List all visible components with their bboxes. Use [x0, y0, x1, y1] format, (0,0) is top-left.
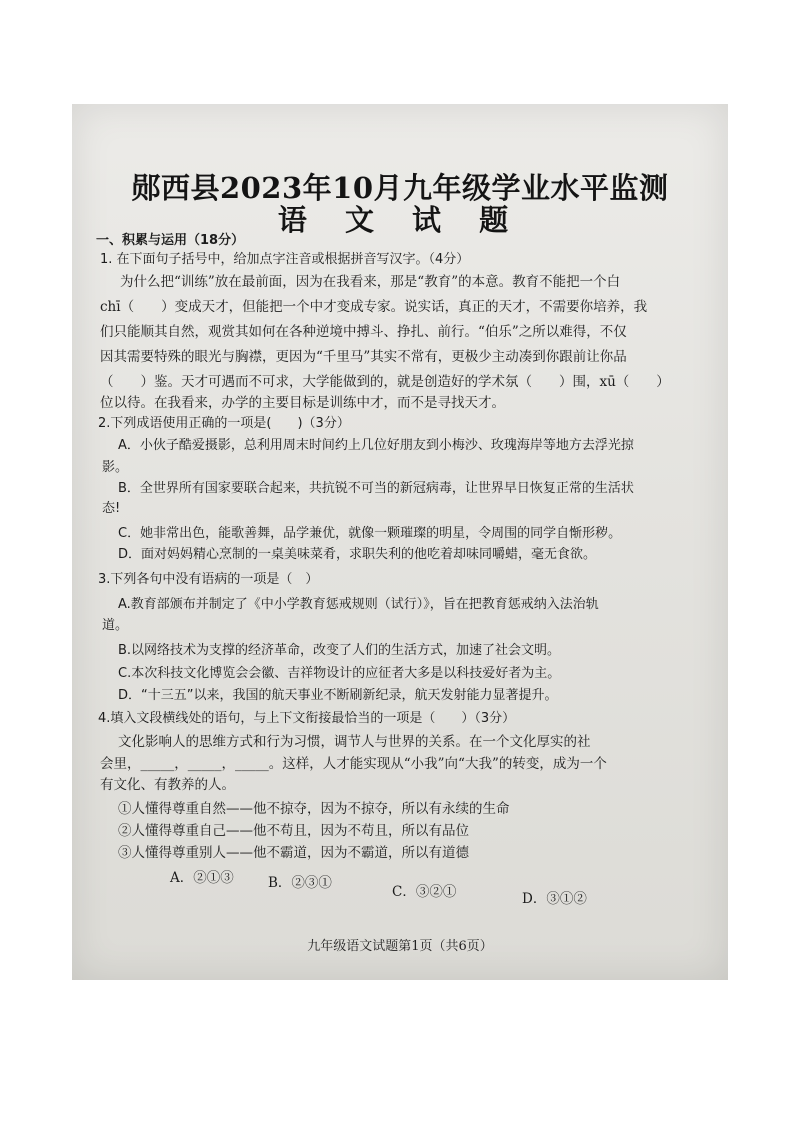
question-4-stem: 4.填入文段横线处的语句，与上下文衔接最恰当的一项是（ ）（3分） [98, 711, 516, 726]
question-4-passage-line: 会里，_____，_____，_____。这样，人才能实现从“小我”向“大我”的转变，成为一个 [100, 756, 607, 772]
question-2-option-d: D．面对妈妈精心烹制的一桌美味菜肴，求职失利的他吃着却味同嚼蜡，毫无食欲。 [118, 547, 597, 562]
page-footer: 九年级语文试题第1页（共6页） [307, 939, 493, 954]
question-4-passage-line: 文化影响人的思维方式和行为习惯，调节人与世界的关系。在一个文化厚实的社 [118, 734, 591, 750]
question-1-passage-line: （ ）鉴。天才可遇而不可求，大学能做到的，就是创造好的学术氛（ ）围，xū（ ） [100, 374, 670, 390]
question-1-passage-line: 位以待。在我看来，办学的主要目标是训练中才，而不是寻找天才。 [100, 395, 505, 411]
question-3-option-a: A.教育部颁布并制定了《中小学教育惩戒规则（试行）》，旨在把教育惩戒纳入法治轨 [118, 597, 599, 612]
question-3-option-d: D．“十三五”以来，我国的航天事业不断刷新纪录，航天发射能力显著提升。 [118, 688, 558, 703]
question-1-passage-line: 因其需要特殊的眼光与胸襟，更因为“千里马”其实不常有，更极少主动凑到你跟前让你品 [100, 349, 627, 365]
question-1-passage-line: chī（ ）变成天才，但能把一个中才变成专家。说实话，真正的天才，不需要你培养，我 [100, 299, 648, 315]
question-2-option-b-cont: 态! [102, 501, 121, 516]
question-4-choice-c: C．③②① [392, 884, 457, 900]
question-4-sentence-3: ③人懂得尊重别人——他不霸道，因为不霸道，所以有道德 [118, 845, 469, 861]
question-1-passage-line: 们只能顺其自然，观赏其如何在各种逆境中搏斗、挣扎、前行。“伯乐”之所以难得，不仅 [100, 324, 627, 340]
question-4-sentence-2: ②人懂得尊重自己——他不苟且，因为不苟且，所以有品位 [118, 823, 469, 839]
question-3-option-b: B.以网络技术为支撑的经济革命，改变了人们的生活方式，加速了社会文明。 [118, 643, 561, 658]
question-4-choice-d: D．③①② [522, 891, 587, 907]
section-heading: 一、积累与运用（18分） [96, 233, 245, 248]
question-4-sentence-1: ①人懂得尊重自然——他不掠夺，因为不掠夺，所以有永续的生命 [118, 801, 510, 817]
question-3-option-a-cont: 道。 [102, 618, 129, 633]
question-1-passage-line: 为什么把“训练”放在最前面，因为在我看来，那是“教育”的本意。教育不能把一个白 [120, 274, 621, 290]
question-2-stem: 2.下列成语使用正确的一项是( )（3分） [98, 416, 350, 431]
question-4-passage-line: 有文化、有教养的人。 [100, 777, 235, 793]
question-4-choice-b: B．②③① [268, 875, 332, 891]
exam-page [72, 104, 728, 980]
question-1-stem: 1. 在下面句子括号中，给加点字注音或根据拼音写汉字。（4分） [100, 252, 470, 267]
exam-subtitle: 语 文 试 题 [277, 203, 523, 237]
question-2-option-a-cont: 影。 [102, 460, 129, 475]
question-2-option-c: C．她非常出色，能歌善舞，品学兼优，就像一颗璀璨的明星，令周围的同学自惭形秽。 [118, 526, 622, 541]
question-2-option-b: B．全世界所有国家要联合起来，共抗锐不可当的新冠病毒，让世界早日恢复正常的生活状 [118, 481, 634, 496]
question-3-stem: 3.下列各句中没有语病的一项是（ ） [98, 572, 319, 587]
question-2-option-a: A．小伙子酷爱摄影，总利用周末时间约上几位好朋友到小梅沙、玫瑰海岸等地方去浮光掠 [118, 438, 634, 453]
exam-title: 郧西县2023年10月九年级学业水平监测 [131, 171, 669, 205]
question-4-choice-a: A．②①③ [170, 870, 234, 886]
question-3-option-c: C.本次科技文化博览会会徽、吉祥物设计的应征者大多是以科技爱好者为主。 [118, 666, 561, 681]
